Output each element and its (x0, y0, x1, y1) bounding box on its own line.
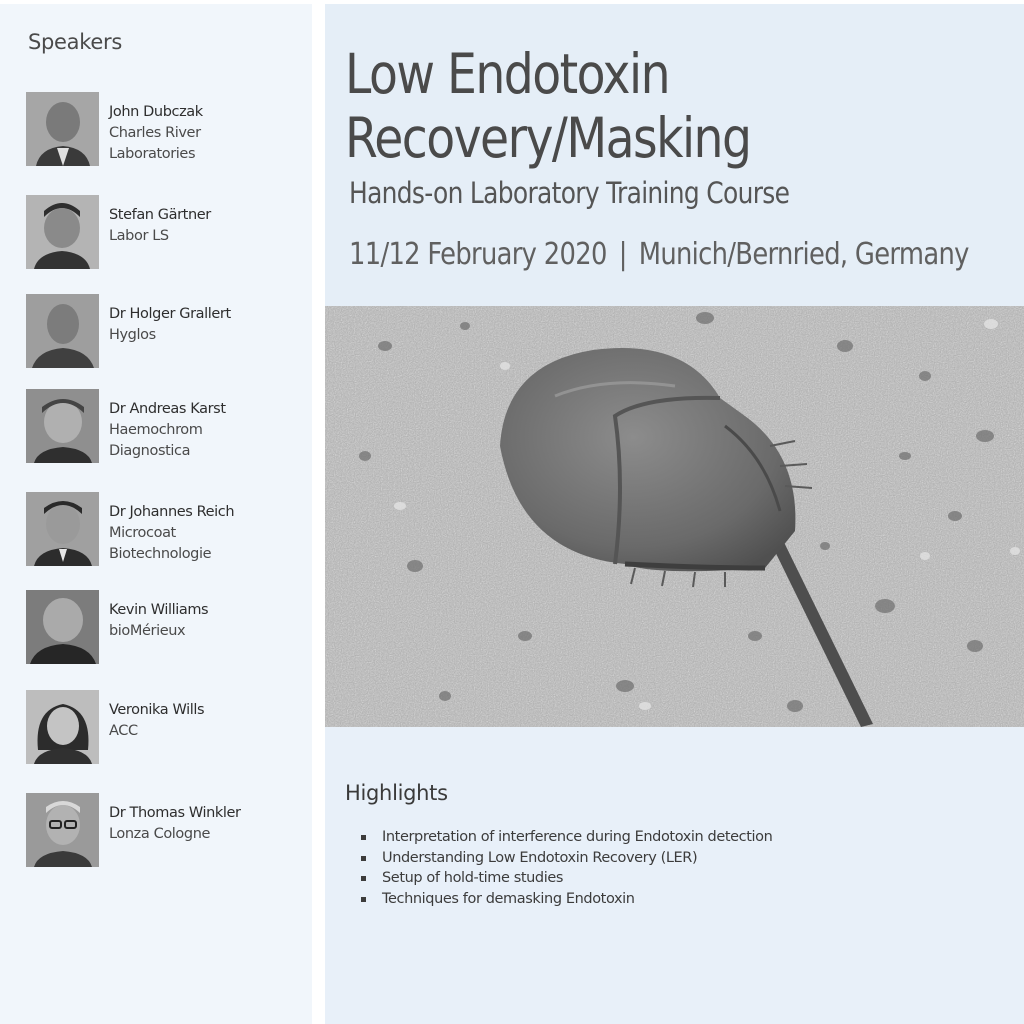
highlight-item: Techniques for demasking Endotoxin (361, 889, 772, 910)
speaker-name: Kevin Williams (109, 602, 209, 618)
speaker-organization: ACC (109, 723, 138, 739)
speaker-item (26, 793, 306, 869)
highlight-item: Setup of hold-time studies (361, 868, 772, 889)
speaker-organization: Hyglos (109, 327, 156, 343)
speakers-heading: Speakers (28, 30, 122, 54)
speaker-name: Dr Holger Grallert (109, 306, 231, 322)
speaker-name: Dr Thomas Winkler (109, 805, 241, 821)
speaker-name: Veronika Wills (109, 702, 205, 718)
speaker-item (26, 590, 306, 666)
speakers-sidebar (0, 4, 312, 1024)
speaker-photo (26, 690, 99, 764)
highlight-item: Interpretation of interference during Endotoxin detection (361, 827, 772, 848)
speaker-item (26, 294, 306, 370)
speaker-name: Dr Johannes Reich (109, 504, 235, 520)
speaker-photo (26, 294, 99, 368)
speaker-organization: Lonza Cologne (109, 826, 211, 842)
speaker-photo (26, 195, 99, 269)
highlights-list (361, 827, 772, 910)
speaker-organization: Charles River Laboratories (109, 125, 201, 162)
date-separator: | (618, 237, 627, 272)
course-subtitle: Hands-on Laboratory Training Course (349, 176, 790, 210)
speaker-photo (26, 793, 99, 867)
speaker-organization: Labor LS (109, 228, 169, 244)
speaker-photo (26, 492, 99, 566)
speaker-photo (26, 590, 99, 664)
speaker-organization: bioMérieux (109, 623, 186, 639)
speaker-item (26, 195, 306, 271)
highlights-heading: Highlights (345, 781, 448, 805)
speaker-item (26, 690, 306, 766)
speaker-item (26, 92, 306, 168)
speaker-organization: Haemochrom Diagnostica (109, 422, 203, 459)
speaker-name: Stefan Gärtner (109, 207, 211, 223)
course-title-line: Low Endotoxin (345, 42, 670, 106)
course-title-line: Recovery/Masking (345, 106, 751, 170)
course-date: 11/12 February 2020 (349, 237, 607, 272)
speaker-photo (26, 389, 99, 463)
course-location: Munich/Bernried, Germany (638, 237, 969, 272)
speaker-name: John Dubczak (109, 104, 203, 120)
speaker-organization: Microcoat Biotechnologie (109, 525, 212, 562)
highlight-item: Understanding Low Endotoxin Recovery (LER) (361, 848, 772, 869)
speaker-name: Dr Andreas Karst (109, 401, 226, 417)
date-location-line (349, 237, 969, 272)
speaker-item (26, 492, 306, 568)
speaker-item (26, 389, 306, 465)
horseshoe-crab-photo (325, 306, 1024, 727)
highlights-section (325, 727, 1024, 1024)
course-header (325, 4, 1024, 306)
speaker-photo (26, 92, 99, 166)
course-title (345, 42, 947, 170)
